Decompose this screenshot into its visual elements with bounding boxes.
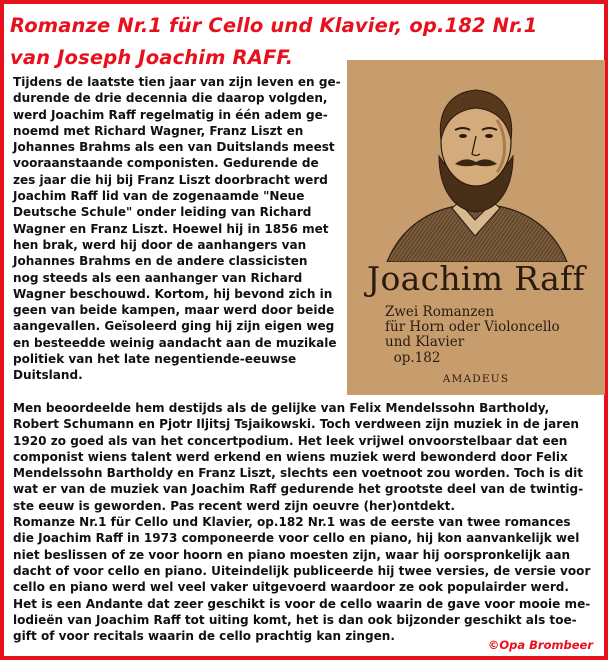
intro-paragraph: Tijdens de laatste tien jaar van zijn leven en ge- durende de drie decennia die daarop volgden, werd Joachim Raff regelmatig in één adem ge- noemd met Richard Wagner, Franz Liszt en Johannes Brahms als een van Duitslands meest vooraanstaande componisten. Gedurende de zes jaar die hij bij Franz Liszt doorbracht werd Joachim Raff lid van de zogenaamde "Neue Deutsche Schule" onder leiding van Richard Wagner en Franz Liszt. Hoewel hij in 1856 met hen brak, werd hij door de aanhangers van Johannes Brahms en de andere classicisten nog steeds als een aanhanger van Richard Wagner beschouwd. Kortom, hij bevond zich in geen van beide kampen, maar werd door beide aangevallen. Geïsoleerd ging hij zijn eigen weg en besteedde weinig aandacht aan de muzikale politiek van het late negentiende-eeuwse Duitsland. <box>13 75 341 383</box>
composer-portrait <box>347 60 605 262</box>
title-line-1: Romanze Nr.1 für Cello und Klavier, op.182 Nr.1 <box>10 14 538 37</box>
credit-signature: ©Opa Brombeer <box>487 638 593 652</box>
cover-subtitle: Zwei Romanzen für Horn oder Violoncello und Klavier op.182 <box>385 304 560 366</box>
cover-composer-name: Joachim Raff <box>366 259 586 298</box>
album-cover <box>347 60 605 395</box>
title-line-2: van Joseph Joachim RAFF. <box>10 46 294 69</box>
main-paragraph: Men beoordeelde hem destijds als de gelijke van Felix Mendelssohn Bartholdy, Robert Schumann en Pjotr Iljitsj Tsjaikowski. Toch verdween zijn muziek in de jaren 1920 zo goed als van het concertpodium. Het leek vrijwel onvoorstelbaar dat een componist wiens talent werd erkend en wiens muziek werd bewonderd door Felix Mendelssohn Bartholdy en Franz Liszt, slechts een voetnoot zou worden. Toch is dit wat er van de muziek van Joachim Raff gedurende het grootste deel van de twintig- ste eeuw is geworden. Pas recent werd zijn oeuvre (her)ontdekt. Romanze Nr.1 für Cello und Klavier, op.182 Nr.1 was de eerste van twee romances die Joachim Raff in 1973 componeerde voor cello en piano, hij kon aanvankelijk wel niet beslissen of ze voor hoorn en piano moesten zijn, waar hij oorspronkelijk aan dacht of voor cello en piano. Uiteindelijk publiceerde hij twee versies, de versie voor cello en piano werd wel veel vaker uitgevoerd waardoor ze ook populairder werd. Het is een Andante dat zeer geschikt is voor de cello waarin de gave voor mooie me- lodieën van Joachim Raff tot uiting komt, het is dan ook bijzonder geschikt als toe- gift of voor recitals waarin de cello prachtig kan zingen. <box>13 401 591 644</box>
portrait-engraving <box>347 60 605 262</box>
cover-publisher-logo: AMADEUS <box>442 373 510 385</box>
